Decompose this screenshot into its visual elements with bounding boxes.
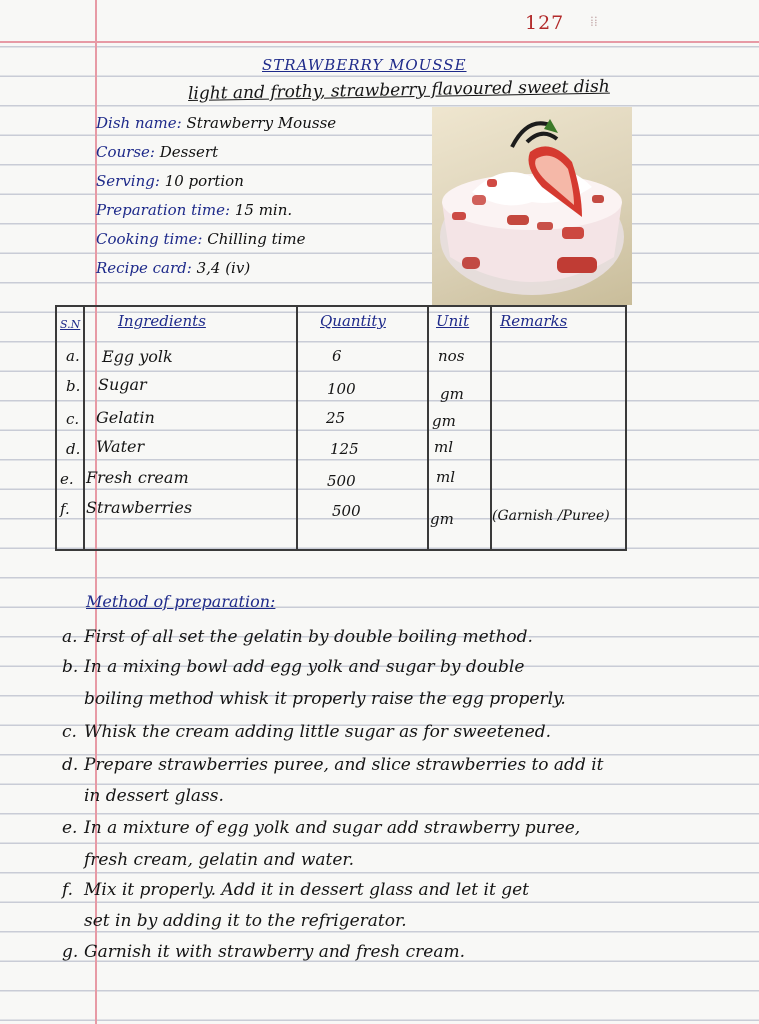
row-unit: gm xyxy=(432,412,456,430)
step-text: Whisk the cream adding little sugar as for sweetened. xyxy=(84,722,552,742)
recipe-title: STRAWBERRY MOUSSE xyxy=(262,56,467,74)
step-text: Garnish it with strawberry and fresh cream. xyxy=(84,942,466,962)
page-number: 127 xyxy=(525,12,565,34)
step-label: f. xyxy=(62,880,74,900)
header-quantity: Quantity xyxy=(320,312,386,330)
table-divider xyxy=(83,305,85,551)
row-sn: a. xyxy=(66,347,80,365)
row-unit: ml xyxy=(436,468,456,486)
info-label: Recipe card: xyxy=(96,259,192,277)
method-title: Method of preparation: xyxy=(86,592,276,611)
info-value: Dessert xyxy=(159,143,219,161)
row-quantity: 500 xyxy=(332,502,361,520)
step-text: fresh cream, gelatin and water. xyxy=(84,850,355,870)
step-label: g. xyxy=(62,942,79,962)
table-divider xyxy=(427,305,429,551)
info-course xyxy=(96,143,218,161)
info-value: Strawberry Mousse xyxy=(186,114,337,132)
info-dish-name xyxy=(96,114,336,132)
row-ingredient: Gelatin xyxy=(96,408,155,427)
step-label: d. xyxy=(62,755,79,775)
step-text: Prepare strawberries puree, and slice strawberries to add it xyxy=(84,755,604,775)
info-label: Dish name: xyxy=(96,114,182,132)
row-quantity: 125 xyxy=(330,440,359,458)
row-unit: gm xyxy=(430,510,454,528)
row-quantity: 6 xyxy=(332,347,342,365)
step-label: a. xyxy=(62,627,78,647)
page-mark: ⁞⁞ xyxy=(590,14,598,30)
table-divider xyxy=(296,305,298,551)
step-label: e. xyxy=(62,818,78,838)
step-text: In a mixing bowl add egg yolk and sugar by double xyxy=(84,657,525,677)
method-step xyxy=(62,942,465,962)
step-text: In a mixture of egg yolk and sugar add strawberry puree, xyxy=(84,818,581,838)
info-value: 15 min. xyxy=(234,201,293,219)
row-sn: c. xyxy=(66,410,80,428)
info-recipe-card xyxy=(96,259,250,277)
method-step xyxy=(62,755,604,775)
row-sn: f. xyxy=(60,500,70,518)
method-step xyxy=(62,880,529,900)
recipe-subtitle: light and frothy, strawberry flavoured sweet dish xyxy=(187,76,610,104)
header-unit: Unit xyxy=(436,312,470,330)
row-ingredient: Water xyxy=(96,437,145,456)
info-preparation-time xyxy=(96,201,292,219)
step-text: First of all set the gelatin by double boiling method. xyxy=(84,627,533,647)
row-quantity: 500 xyxy=(327,472,356,490)
method-step xyxy=(62,627,533,647)
row-ingredient: Strawberries xyxy=(86,498,193,517)
row-unit: gm xyxy=(440,385,464,403)
row-remarks: (Garnish /Puree) xyxy=(492,508,610,524)
method-step xyxy=(62,911,407,931)
row-unit: nos xyxy=(438,347,465,365)
step-label: c. xyxy=(62,722,77,742)
method-step xyxy=(62,786,224,806)
step-text: Mix it properly. Add it in dessert glass and let it get xyxy=(84,880,529,900)
mousse-photo xyxy=(432,107,632,305)
header-sn: S.N xyxy=(60,318,81,331)
step-text: boiling method whisk it properly raise the egg properly. xyxy=(84,689,566,709)
step-text: set in by adding it to the refrigerator. xyxy=(84,911,407,931)
row-sn: e. xyxy=(60,470,74,488)
header-rule xyxy=(0,41,759,43)
row-ingredient: Egg yolk xyxy=(102,347,173,366)
info-value: 3,4 (iv) xyxy=(196,259,251,277)
method-step xyxy=(62,657,524,677)
method-step xyxy=(62,850,354,870)
row-sn: b. xyxy=(66,377,81,395)
info-label: Serving: xyxy=(96,172,160,190)
method-step xyxy=(62,722,551,742)
info-cooking-time xyxy=(96,230,306,248)
method-step xyxy=(62,689,566,709)
info-label: Cooking time: xyxy=(96,230,203,248)
row-unit: ml xyxy=(434,438,454,456)
mousse-illustration xyxy=(432,107,632,305)
row-sn: d. xyxy=(66,440,81,458)
row-ingredient: Sugar xyxy=(98,375,147,394)
step-label: b. xyxy=(62,657,79,677)
row-quantity: 25 xyxy=(326,409,346,427)
method-step xyxy=(62,818,580,838)
info-value: Chilling time xyxy=(207,230,306,248)
info-label: Preparation time: xyxy=(96,201,231,219)
info-label: Course: xyxy=(96,143,155,161)
step-text: in dessert glass. xyxy=(84,786,224,806)
header-ingredients: Ingredients xyxy=(118,312,206,330)
row-ingredient: Fresh cream xyxy=(86,468,189,487)
info-serving xyxy=(96,172,244,190)
header-remarks: Remarks xyxy=(500,312,568,330)
row-quantity: 100 xyxy=(327,380,356,398)
info-value: 10 portion xyxy=(164,172,244,190)
